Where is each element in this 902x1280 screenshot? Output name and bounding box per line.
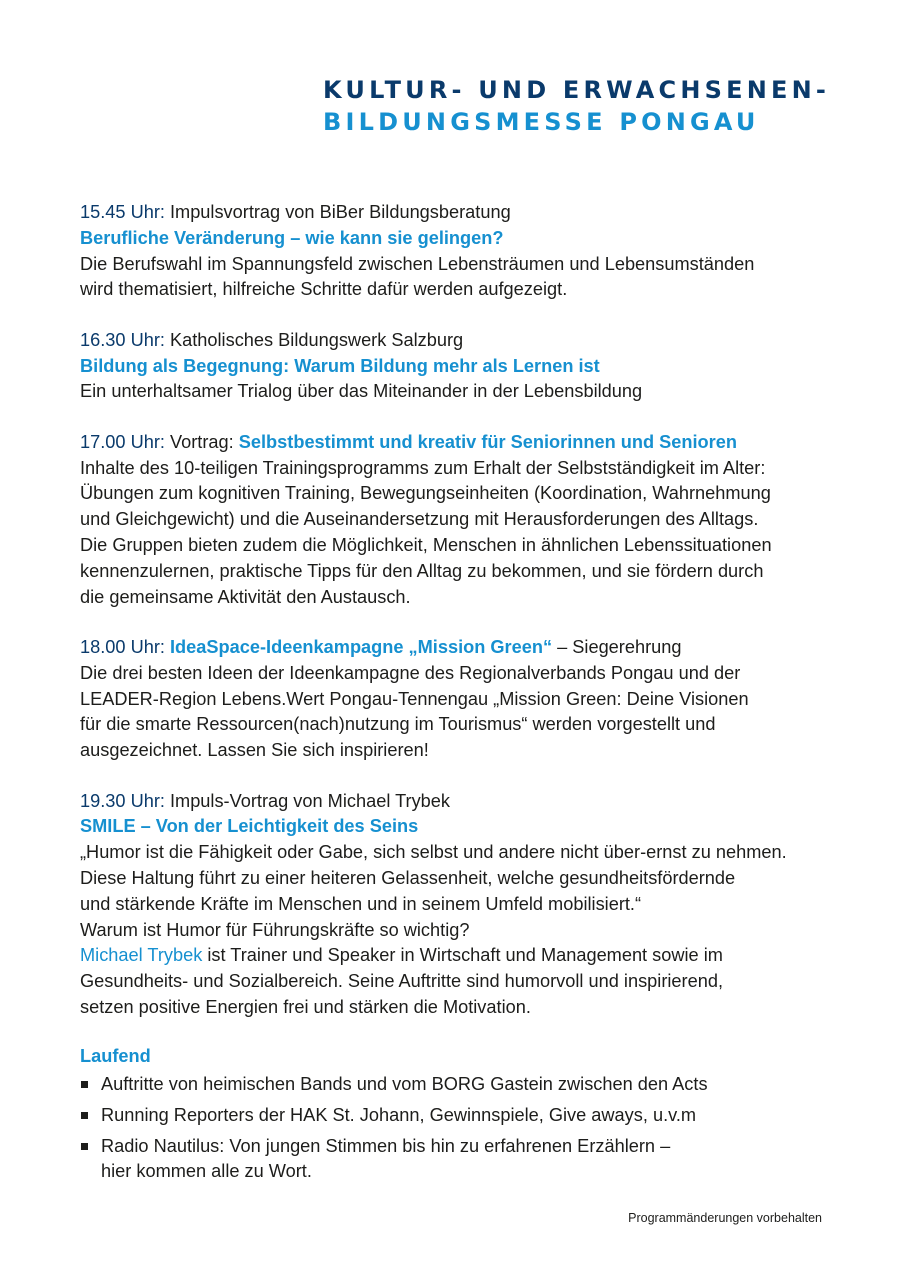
program-quote-line: und stärkende Kräfte im Menschen und in seinem Umfeld mobilisiert.“ <box>80 893 642 914</box>
footnote: Programmänderungen vorbehalten <box>628 1211 822 1225</box>
program-description-line: LEADER-Region Lebens.Wert Pongau-Tennengau „Mission Green: Deine Visionen <box>80 688 749 709</box>
program-item-heading <box>80 789 860 815</box>
program-list <box>80 200 860 1021</box>
program-title: Selbstbestimmt und kreativ für Seniorinnen und Senioren <box>238 431 737 452</box>
program-description-line: Übungen zum kognitiven Training, Bewegungseinheiten (Koordination, Wahrnehmung <box>80 483 771 504</box>
program-quote-line: Diese Haltung führt zu einer heiteren Gelassenheit, welche gesundheitsfördernde <box>80 867 736 888</box>
header-title-line-2: BILDUNGSMESSE PONGAU <box>323 108 760 136</box>
program-item-1630 <box>80 328 860 405</box>
program-item-heading <box>80 200 860 226</box>
page-header <box>323 74 883 138</box>
program-item-heading <box>80 430 860 456</box>
square-bullet-icon <box>81 1081 88 1088</box>
square-bullet-icon <box>81 1112 88 1119</box>
program-suffix: – Siegerehrung <box>552 636 682 657</box>
program-description-line: Die drei besten Ideen der Ideenkampagne des Regionalverbands Pongau und der <box>80 662 741 683</box>
program-time: 19.30 Uhr: <box>80 790 165 811</box>
program-intro: Impulsvortrag von BiBer Bildungsberatung <box>164 202 511 222</box>
program-description-line: wird thematisiert, hilfreiche Schritte dafür werden aufgezeigt. <box>80 279 568 300</box>
list-item-text: Running Reporters der HAK St. Johann, Gewinnspiele, Give aways, u.v.m <box>101 1104 697 1125</box>
program-description-line: ausgezeichnet. Lassen Sie sich inspirieren! <box>80 740 429 761</box>
laufend-heading: Laufend <box>80 1046 151 1066</box>
speaker-bio-text: ist Trainer und Speaker in Wirtschaft und Management sowie im <box>202 945 723 966</box>
list-item-text: hier kommen alle zu Wort. <box>101 1161 312 1182</box>
speaker-bio-line: setzen positive Energien frei und stärken die Motivation. <box>80 996 531 1017</box>
program-description-line: kennenzulernen, praktische Tipps für den Alltag zu bekommen, und sie fördern durch <box>80 560 764 581</box>
program-item-1800 <box>80 635 860 764</box>
program-item-heading <box>80 328 860 354</box>
header-title-line-1: KULTUR- UND ERWACHSENEN- <box>323 76 831 104</box>
program-question-line: Warum ist Humor für Führungskräfte so wichtig? <box>80 919 470 940</box>
square-bullet-icon <box>81 1143 88 1150</box>
program-description-line: Ein unterhaltsamer Trialog über das Miteinander in der Lebensbildung <box>80 381 643 402</box>
program-item-heading <box>80 635 860 661</box>
program-description-line: für die smarte Ressourcen(nach)nutzung im Tourismus“ werden vorgestellt und <box>80 714 716 735</box>
program-intro: Vortrag: <box>164 431 239 452</box>
program-description-line: Die Gruppen bieten zudem die Möglichkeit, Menschen in ähnlichen Lebenssituationen <box>80 534 772 555</box>
program-item-1545 <box>80 200 860 303</box>
speaker-name-link[interactable]: Michael Trybek <box>80 945 203 966</box>
program-item-1700 <box>80 430 860 611</box>
program-description-line: Die Berufswahl im Spannungsfeld zwischen Lebensträumen und Lebensumständen <box>80 253 755 274</box>
program-intro: Katholisches Bildungswerk Salzburg <box>164 329 464 350</box>
list-item <box>80 1072 860 1098</box>
speaker-bio-line: Gesundheits- und Sozialbereich. Seine Auftritte sind humorvoll und inspirierend, <box>80 971 723 992</box>
program-title: SMILE – Von der Leichtigkeit des Seins <box>80 816 419 837</box>
list-item <box>80 1134 860 1186</box>
program-title: IdeaSpace-Ideenkampagne „Mission Green“ <box>170 636 553 657</box>
program-item-1930 <box>80 789 860 1021</box>
program-time: 16.30 Uhr: <box>80 329 165 350</box>
list-item-text: Radio Nautilus: Von jungen Stimmen bis hin zu erfahrenen Erzählern – <box>101 1135 671 1156</box>
program-time: 18.00 Uhr: <box>80 636 165 657</box>
program-description-line: und Gleichgewicht) und die Auseinandersetzung mit Herausforderungen des Alltags. <box>80 509 759 530</box>
program-quote-line: „Humor ist die Fähigkeit oder Gabe, sich selbst und andere nicht über-ernst zu nehmen. <box>80 842 787 863</box>
program-description-line: die gemeinsame Aktivität den Austausch. <box>80 586 411 607</box>
program-time: 15.45 Uhr: <box>80 202 165 222</box>
program-title: Berufliche Veränderung – wie kann sie gelingen? <box>80 227 504 248</box>
speaker-bio-line <box>80 943 860 969</box>
program-title: Bildung als Begegnung: Warum Bildung mehr als Lernen ist <box>80 355 600 376</box>
list-item-text: Auftritte von heimischen Bands und vom BORG Gastein zwischen den Acts <box>101 1074 708 1094</box>
list-item <box>80 1103 860 1129</box>
program-intro: Impuls-Vortrag von Michael Trybek <box>164 790 450 811</box>
laufend-list <box>80 1072 860 1190</box>
program-time: 17.00 Uhr: <box>80 431 165 452</box>
program-description-line: Inhalte des 10-teiligen Trainingsprogramms zum Erhalt der Selbstständigkeit im Alter: <box>80 457 766 478</box>
